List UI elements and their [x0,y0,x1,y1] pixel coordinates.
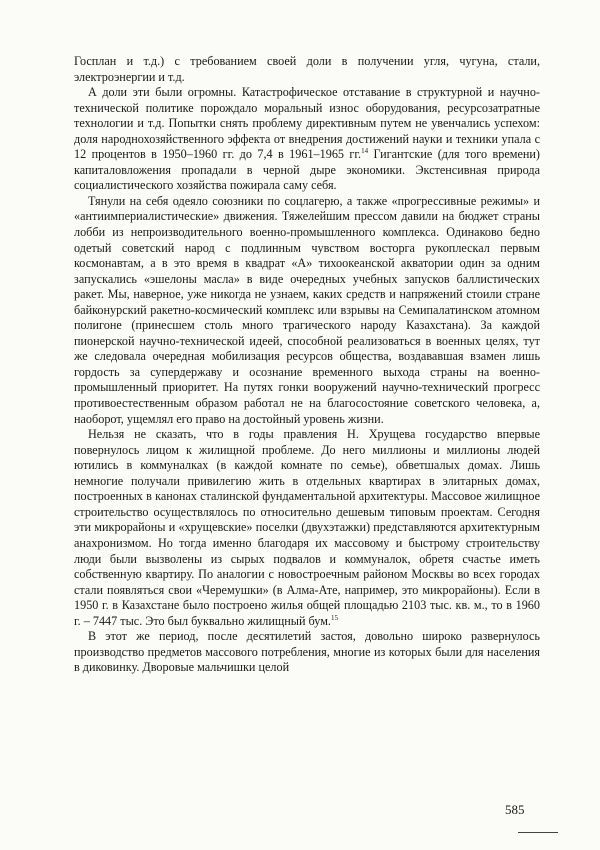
paragraph-3-text: Тянули на себя одеяло союзники по соцлагерю, а также «прогрессивные режимы» и «антиимпериалистические» движения. Тяжелейшим прессом давили на бюджет страны лобби из непроизводительного военно-промышленного комплекса. Одинаково бедно одетый советский народ с подлинным чувством восторга рукоплескал первым космонавтам, а в это время в квадрат «А» тихоокеанской акватории один за одним запускались «эшелоны масла» в виде очередных учебных запусков баллистических ракет. Мы, наверное, уже никогда не узнаем, каких средств и напряжений стоили стране байконурский ракетно-космический комплекс или взрывы на Семипалатинском атомном полигоне (принесшем столь много трагического народу Казахстана). За каждой пионерской научно-технической идеей, способной реализоваться в военных целях, тут же следовала очередная мобилизация ресурсов общества, воздававшая взамен лишь гордость за супердержаву и осознание временного выхода страны на военно-промышленный приоритет. На путях гонки вооружений научно-технический прогресс противоестественным образом работал не на благосостояние советского человека, а, наоборот, ущемлял его право на достойный уровень жизни. [74,193,540,426]
paragraph-2-text: А доли эти были огромны. Катастрофическое отставание в структурной и научно-технической политике порождало моральный износ оборудования, ресурсозатратные технологии и т.д. Попытки снять проблему директивным путем не увенчались успехом: доля народнохозяйственного эффекта от внедрения достижений науки и техники упала с 12 процентов в 1950–1960 гг. до 7,4 в 1961–1965 гг. [74,85,540,162]
paragraph-1 [74,54,540,85]
paragraph-1-text: Госплан и т.д.) с требованием своей доли в получении угля, чугуна, стали, электроэнергии и т.д. [74,54,540,84]
footer-rule [518,832,558,833]
footnote-ref-14: 14 [361,147,369,156]
paragraph-2 [74,85,540,194]
body-text [74,54,540,676]
footnote-ref-15: 15 [330,613,338,622]
paragraph-4 [74,427,540,629]
paragraph-5 [74,629,540,676]
paragraph-4-text: Нельзя не сказать, что в годы правления Н. Хрущева государство впервые повернулось лицом к жилищной проблеме. До него миллионы и миллионы людей ютились в коммуналках (в каждой комнате по семье), обветшалых домах. Лишь немногие получали привилегию жить в отдельных квартирах в элитарных домах, построенных в канонах сталинской фундаментальной архитектуры. Массовое жилищное строительство осуществлялось по относительно дешевым типовым проектам. Сегодня эти микрорайоны и «хрущевские» поселки (двухэтажки) представляются архитектурным анахронизмом. Но тогда именно благодаря их массовому и быстрому строительству люди были вызволены из сырых подвалов и коммуналок, обретя счастье иметь собственную квартиру. По аналогии с новостроечным районом Москвы во всех городах стали появляться свои «Черемушки» (в Алма-Ате, например, это микрорайоны). Если в 1950 г. в Казахстане было построено жилья общей площадью 2103 тыс. кв. м., то в 1960 г. – 7447 тыс. Это был буквально жилищный бум. [74,427,540,628]
paragraph-5-text: В этот же период, после десятилетий застоя, довольно широко развернулось производство предметов массового потребления, многие из которых были для населения в диковинку. Дворовые мальчишки целой [74,629,540,675]
paragraph-3 [74,194,540,427]
paragraph-2-text-cont: Гигантские (для того времени) капиталовложения пропадали в черной дыре экономики. Экстенсивная природа социалистического хозяйства пожирала саму себя. [74,147,540,193]
page-number: 585 [505,802,525,817]
